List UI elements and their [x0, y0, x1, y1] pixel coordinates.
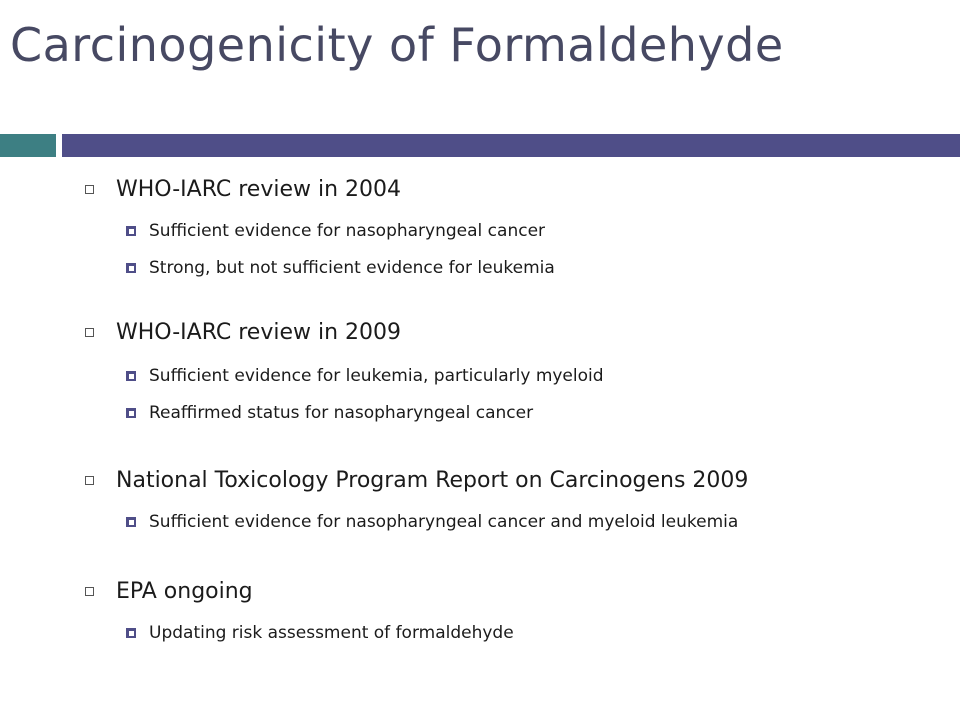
hollow-square-bullet-icon	[85, 587, 94, 596]
section-heading-text: EPA ongoing	[116, 579, 253, 604]
bullet-item-text: Updating risk assessment of formaldehyde	[149, 623, 514, 643]
section-heading-text: National Toxicology Program Report on Carcinogens 2009	[116, 468, 749, 493]
square-bullet-icon	[126, 517, 136, 527]
slide-title: Carcinogenicity of Formaldehyde	[10, 18, 784, 72]
square-bullet-icon	[126, 628, 136, 638]
square-bullet-icon	[126, 371, 136, 381]
hollow-square-bullet-icon	[85, 328, 94, 337]
bullet-item-text: Sufficient evidence for leukemia, particularly myeloid	[149, 366, 604, 386]
hollow-square-bullet-icon	[85, 476, 94, 485]
section-heading-text: WHO-IARC review in 2009	[116, 320, 402, 345]
section-heading-text: WHO-IARC review in 2004	[116, 177, 402, 202]
bullet-item-text: Strong, but not sufficient evidence for leukemia	[149, 258, 555, 278]
bullet-item-text: Sufficient evidence for nasopharyngeal cancer and myeloid leukemia	[149, 512, 739, 532]
hollow-square-bullet-icon	[85, 185, 94, 194]
square-bullet-icon	[126, 263, 136, 273]
bullet-item-text: Reaffirmed status for nasopharyngeal cancer	[149, 403, 534, 423]
bullet-item-text: Sufficient evidence for nasopharyngeal cancer	[149, 221, 546, 241]
square-bullet-icon	[126, 408, 136, 418]
square-bullet-icon	[126, 226, 136, 236]
